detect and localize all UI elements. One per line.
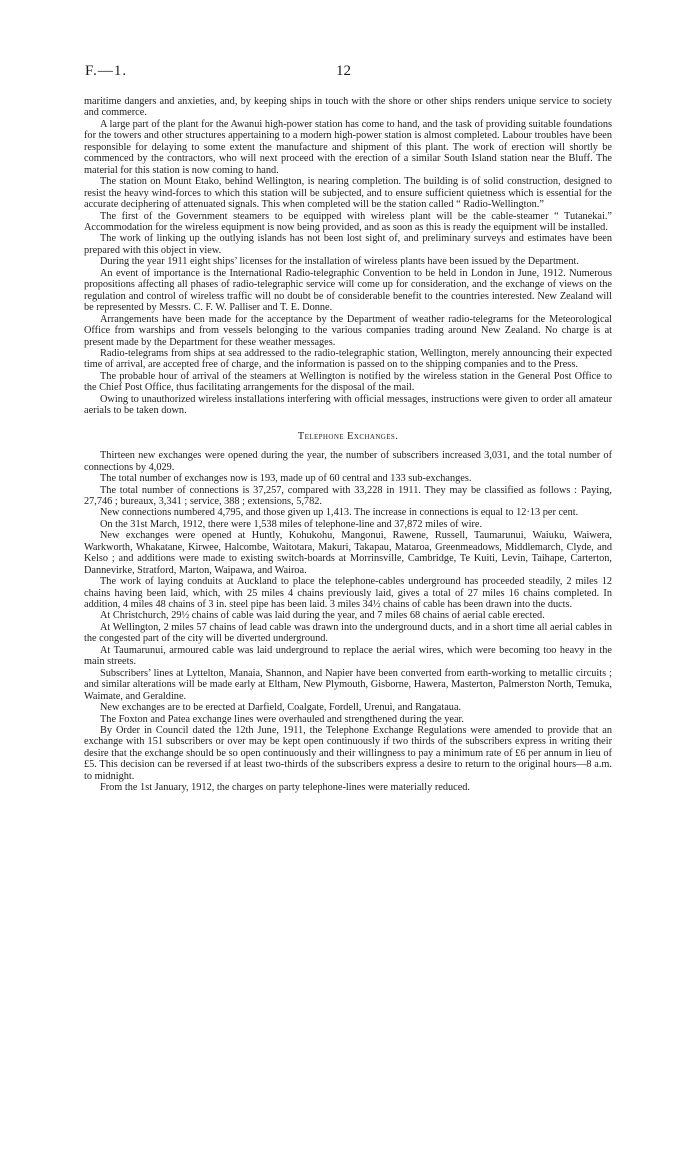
paragraph: The total number of connections is 37,257, compared with 33,228 in 1911. They may be classified as follows : Paying, 27,746 ; bureaux, 3,341 ; service, 388 ; extensions, 5,782. bbox=[84, 484, 612, 507]
paragraph: The work of linking up the outlying islands has not been lost sight of, and preliminary surveys and estimates have been prepared with this object in view. bbox=[84, 233, 612, 256]
paragraph: maritime dangers and anxieties, and, by keeping ships in touch with the shore or other ships renders unique service to society and commerce. bbox=[84, 96, 612, 119]
paragraph: The Foxton and Patea exchange lines were overhauled and strengthened during the year. bbox=[100, 713, 464, 725]
page-number: 12 bbox=[336, 63, 351, 79]
page-body bbox=[84, 96, 612, 794]
paragraph: By Order in Council dated the 12th June, 1911, the Telephone Exchange Regulations were amended to provide that an exchange with 151 subscribers or over may be kept open continuously if two thirds of the subscribers express in writing their desire that the exchange should be so open continuously and their willingness to pay a minimum rate of £6 per annum in lieu of £5. This decision can be reversed if at least two-thirds of the subscribers express a desire to return to the original hours—8 a.m. to midnight. bbox=[84, 725, 612, 782]
paragraph: Owing to unauthorized wireless installations interfering with official messages, instructions were given to order all amateur aerials to be taken down. bbox=[84, 393, 612, 417]
paragraph: An event of importance is the International Radio-telegraphic Convention to be held in London in June, 1912. Numerous propositions affecting all phases of radio-telegraphic service will come up for consideration, and the exchange of views on the regulation and control of wireless traffic will no doubt be of considerable benefit to the countries interested. New Zealand will be represented by Messrs. C. F. W. Palliser and T. E. Donne. bbox=[84, 267, 612, 314]
paragraph: The total number of exchanges now is 193, made up of 60 central and 133 sub-exchanges. bbox=[100, 473, 472, 485]
paragraph: From the 1st January, 1912, the charges on party telephone-lines were materially reduced. bbox=[100, 782, 470, 794]
paragraph: Arrangements have been made for the acceptance by the Department of weather radio-telegrams for the Meteorological Office from warships and from vessels belonging to the various companies trading around New Zealand. No charge is at present made by the Department for these weather messages. bbox=[84, 313, 612, 348]
paragraph: Subscribers’ lines at Lyttelton, Manaia, Shannon, and Napier have been converted from earth-working to metallic circuits ; and similar alterations will be made early at Eltham, New Plymouth, Gisborne, Hawera, Masterton, Palmerston North, Temuka, Waimate, and Geraldine. bbox=[84, 667, 612, 702]
paragraph: Radio-telegrams from ships at sea addressed to the radio-telegraphic station, Wellington, merely announcing their expected time of arrival, are accepted free of charge, and the information is passed on to the shipping companies and to the Press. bbox=[84, 347, 612, 371]
paragraph: Thirteen new exchanges were opened during the year, the number of subscribers increased 3,031, and the total number of connections by 4,029. bbox=[84, 450, 612, 473]
paragraph: New exchanges are to be erected at Darfield, Coalgate, Fordell, Urenui, and Rangataua. bbox=[100, 702, 462, 714]
paragraph: The probable hour of arrival of the steamers at Wellington is notified by the wireless station in the General Post Office to the Chief Post Office, thus facilitating arrangements for the disposal of the mail. bbox=[84, 370, 612, 394]
paragraph: During the year 1911 eight ships’ licenses for the installation of wireless plants have been issued by the Department. bbox=[100, 256, 579, 268]
paragraph: The station on Mount Etako, behind Wellington, is nearing completion. The building is of solid construction, designed to resist the heavy wind-forces to which this station will be subjected, and to ensure sufficient quietness which is essential for the accurate deciphering of attenuated signals. This when completed will be the station called “ Radio-Wellington.” bbox=[84, 176, 612, 211]
paragraph: At Christchurch, 29½ chains of cable was laid during the year, and 7 miles 68 chains of aerial cable erected. bbox=[100, 610, 545, 622]
paragraph: New connections numbered 4,795, and those given up 1,413. The increase in connections is equal to 12·13 per cent. bbox=[100, 507, 579, 519]
paragraph: The first of the Government steamers to be equipped with wireless plant will be the cable-steamer “ Tutanekai.” Accommodation for the wireless equipment is now being provided, and as soon as this is ready the equipment will be installed. bbox=[84, 210, 612, 233]
page-reference: F.—1. bbox=[85, 63, 128, 79]
paragraph: On the 31st March, 1912, there were 1,538 miles of telephone-line and 37,872 miles of wire. bbox=[100, 518, 483, 530]
paragraph: At Taumarunui, armoured cable was laid underground to replace the aerial wires, which were becoming too heavy in the main streets. bbox=[84, 644, 612, 668]
section-heading: Telephone Exchanges. bbox=[297, 430, 399, 442]
paragraph: At Wellington, 2 miles 57 chains of lead cable was drawn into the underground ducts, and in a short time all aerial cables in the congested part of the city will be diverted underground. bbox=[84, 621, 612, 645]
paragraph: A large part of the plant for the Awanui high-power station has come to hand, and the task of providing suitable foundations for the towers and other structures appertaining to a modern high-power station is almost completed. Labour troubles have been responsible for delaying to some extent the manufacture and shipment of this plant. The work of erection will shortly be commenced by the contractors, who will next proceed with the erection of a similar South Island station near the Bluff. The material for this station is now coming to hand. bbox=[84, 118, 612, 176]
paragraph: New exchanges were opened at Huntly, Kohukohu, Mangonui, Rawene, Russell, Taumarunui, Waiuku, Waiwera, Warkworth, Whakatane, Kirwee, Halcombe, Waitotara, Makuri, Takapau, Mataroa, Greenmeadows, Middlemarch, Clyde, and Kelso ; and additions were made to existing switch-boards at Morrinsville, Cambridge, Te Kuiti, Levin, Taihape, Carterton, Dannevirke, Stratford, Marton, Waipawa, and Wairoa. bbox=[84, 530, 612, 576]
paragraph: The work of laying conduits at Auckland to place the telephone-cables underground has proceeded steadily, 2 miles 12 chains having been laid, which, with 25 miles 4 chains previously laid, gives a total of 27 miles 16 chains completed. In addition, 4 miles 48 chains of 3 in. steel pipe has been laid. 3 miles 34½ chains of cable has been drawn into the ducts. bbox=[84, 576, 612, 611]
